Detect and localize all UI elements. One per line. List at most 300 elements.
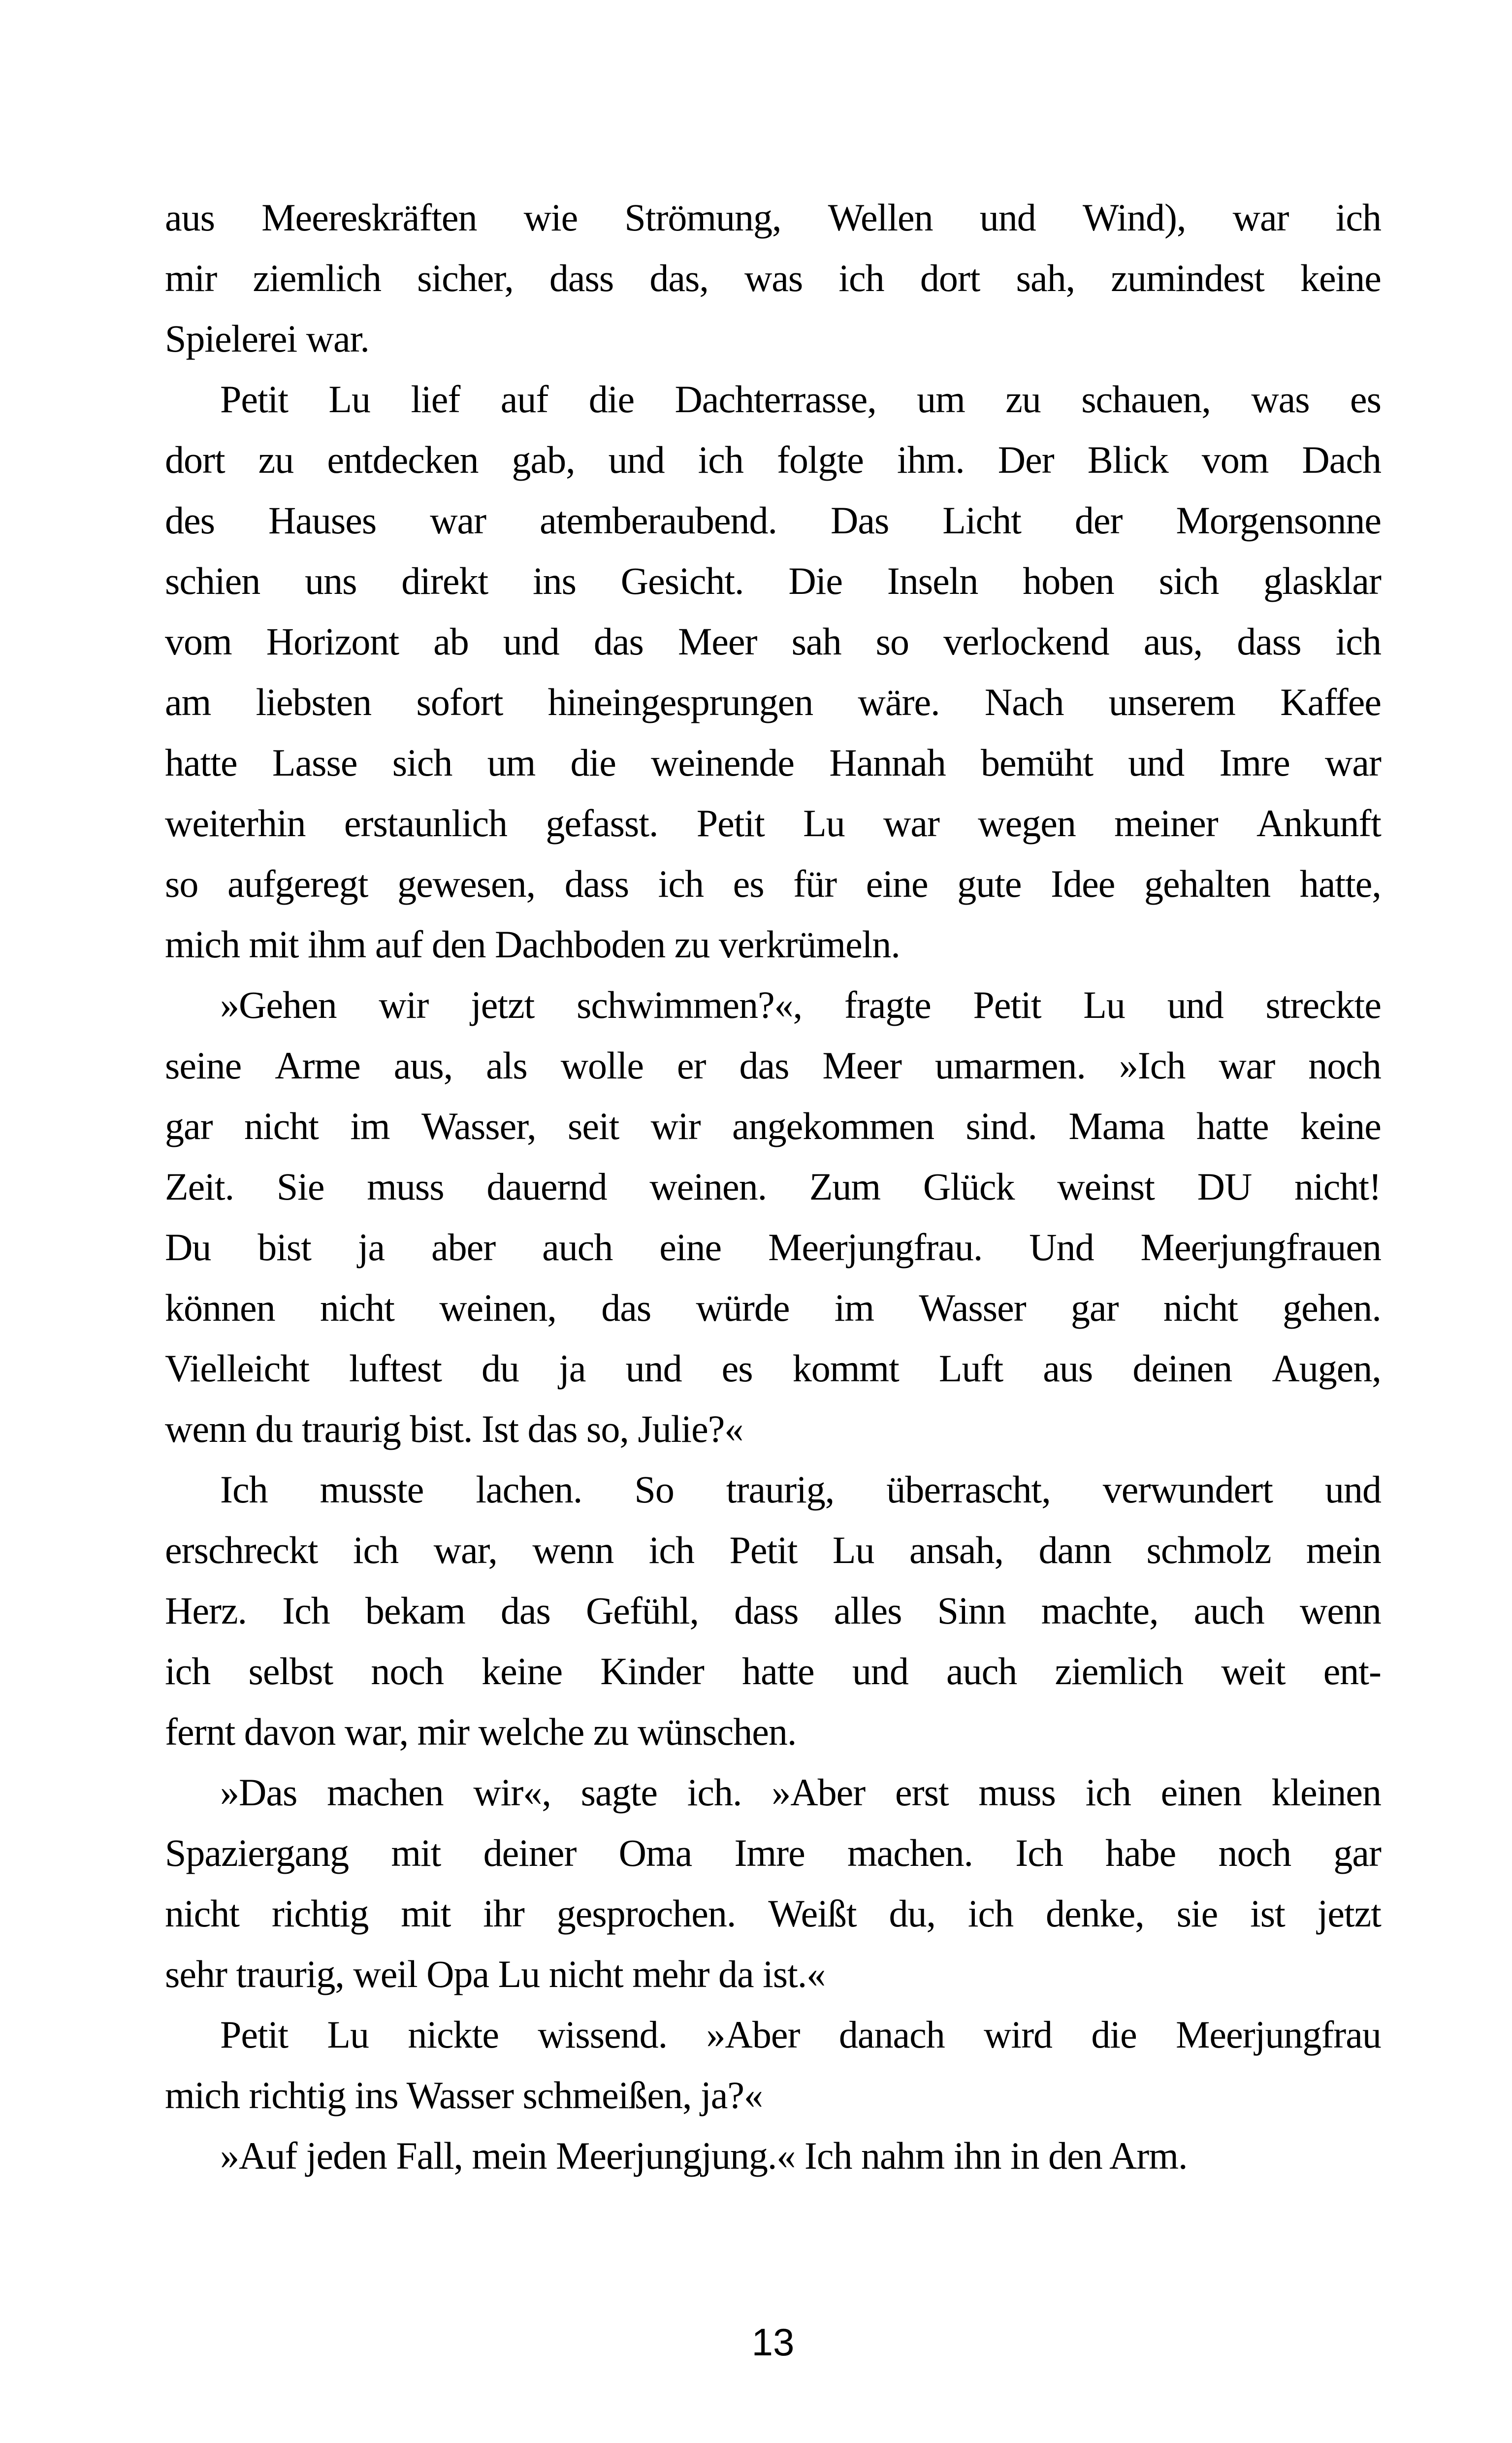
word: muss: [978, 1771, 1056, 1814]
word: ich: [1335, 620, 1381, 663]
word: Blick: [1087, 438, 1168, 481]
word: glasklar: [1263, 559, 1381, 602]
word: hatte: [1196, 1105, 1269, 1147]
word: umarmen.: [934, 1044, 1086, 1087]
word: Du: [165, 1226, 211, 1269]
word: gefasst.: [546, 802, 658, 845]
word: weinst: [1057, 1165, 1155, 1208]
word: dass: [734, 1589, 799, 1632]
text-line: [165, 1823, 1381, 1883]
text-line: [165, 1156, 1381, 1217]
word: das: [500, 1589, 550, 1632]
word: Petit: [729, 1529, 798, 1571]
text-line: [165, 1641, 1381, 1701]
word: dann: [1038, 1529, 1112, 1571]
word: ins: [532, 559, 576, 602]
word: wenn: [532, 1529, 614, 1571]
word: eine: [659, 1226, 722, 1269]
word: Kaffee: [1280, 681, 1381, 723]
word: ziemlich: [253, 257, 381, 299]
word: Lu: [832, 1529, 874, 1571]
word: ich.: [687, 1771, 742, 1814]
word: nicht: [165, 1892, 239, 1935]
text-line: [165, 1217, 1381, 1277]
word: du,: [889, 1892, 935, 1935]
word: dort: [165, 438, 225, 481]
word: Die: [788, 559, 842, 602]
word: auch: [1193, 1589, 1264, 1632]
word: Wind),: [1082, 196, 1186, 239]
text-line: [165, 429, 1381, 490]
word: verlockend: [943, 620, 1109, 663]
word: dass: [564, 862, 629, 905]
paragraph: [165, 2125, 1381, 2186]
word: wäre.: [858, 681, 940, 723]
word: zu: [258, 438, 294, 481]
word: Meer: [677, 620, 757, 663]
word: die: [588, 378, 635, 421]
word: wissend.: [538, 2013, 668, 2056]
word: Sie: [276, 1165, 324, 1208]
word: mit: [391, 1831, 441, 1874]
word: erstaunlich: [344, 802, 508, 845]
text-line: [165, 1035, 1381, 1096]
word: Zum: [809, 1165, 881, 1208]
word: Petit: [220, 2013, 289, 2056]
word: noch: [1218, 1831, 1291, 1874]
paragraph: [165, 2004, 1381, 2125]
word: gehen.: [1283, 1286, 1381, 1329]
word: Strömung,: [624, 196, 781, 239]
word: Ankunft: [1256, 802, 1381, 845]
word: so: [165, 862, 198, 905]
word: weinen.: [649, 1165, 767, 1208]
word: und: [503, 620, 559, 663]
text-line: [165, 551, 1381, 611]
word: deiner: [483, 1831, 577, 1874]
word: keine: [482, 1650, 563, 1693]
word: selbst: [248, 1650, 333, 1693]
word: und: [625, 1347, 682, 1390]
word: vom: [165, 620, 232, 663]
word: Arme: [275, 1044, 360, 1087]
word: »Das: [220, 1771, 297, 1814]
word: und: [608, 438, 665, 481]
word: deinen: [1132, 1347, 1232, 1390]
text-line: mich mit ihm auf den Dachboden zu verkrümeln.: [165, 923, 900, 966]
text-line: [165, 490, 1381, 551]
text-line: [165, 1459, 1381, 1520]
word: war: [1325, 741, 1381, 784]
word: das,: [649, 257, 708, 299]
text-line: [165, 187, 1381, 248]
word: wolle: [560, 1044, 643, 1087]
page-text-block: [165, 187, 1381, 2186]
word: schien: [165, 559, 260, 602]
word: es: [721, 1347, 753, 1390]
word: Lu: [803, 802, 845, 845]
word: hoben: [1023, 559, 1114, 602]
word: ich: [1085, 1771, 1131, 1814]
word: ich: [165, 1650, 211, 1693]
word: Inseln: [887, 559, 978, 602]
word: Meerjungfrauen: [1140, 1226, 1381, 1269]
word: denke,: [1045, 1892, 1144, 1935]
word: Lasse: [272, 741, 357, 784]
word: Herz.: [165, 1589, 247, 1632]
paragraph: [165, 1762, 1381, 2004]
word: mit: [401, 1892, 451, 1935]
word: weiterhin: [165, 802, 306, 845]
word: sah,: [1016, 257, 1075, 299]
word: weit: [1221, 1650, 1286, 1693]
word: Gefühl,: [585, 1589, 699, 1632]
word: Petit: [220, 378, 289, 421]
text-line: [165, 1096, 1381, 1156]
word: noch: [1308, 1044, 1381, 1087]
text-line: [165, 611, 1381, 672]
word: am: [165, 681, 211, 723]
text-line: [165, 1520, 1381, 1580]
word: wegen: [978, 802, 1076, 845]
word: ich: [1335, 196, 1381, 239]
word: sie: [1176, 1892, 1218, 1935]
word: Horizont: [266, 620, 399, 663]
text-line: [165, 248, 1381, 308]
paragraph: [165, 975, 1381, 1459]
word: richtig: [271, 1892, 369, 1935]
word: »Aber: [772, 1771, 866, 1814]
word: ist: [1250, 1892, 1285, 1935]
word: Wasser: [919, 1286, 1026, 1329]
word: Ich: [282, 1589, 330, 1632]
word: Das: [831, 499, 889, 542]
word: Der: [997, 438, 1054, 481]
text-line: [165, 2004, 1381, 2065]
word: das: [601, 1286, 651, 1329]
word: Lu: [327, 2013, 369, 2056]
word: Idee: [1051, 862, 1115, 905]
word: seine: [165, 1044, 242, 1087]
word: kleinen: [1271, 1771, 1381, 1814]
word: meiner: [1114, 802, 1218, 845]
word: ihm.: [897, 438, 965, 481]
word: direkt: [401, 559, 488, 602]
word: und: [979, 196, 1036, 239]
word: ich: [698, 438, 743, 481]
word: das: [593, 620, 643, 663]
word: und: [1325, 1468, 1381, 1511]
word: jetzt: [471, 983, 535, 1026]
word: nicht: [244, 1105, 319, 1147]
word: war,: [433, 1529, 497, 1571]
word: weinen,: [439, 1286, 556, 1329]
word: Weißt: [768, 1892, 857, 1935]
word: war: [430, 499, 486, 542]
page-number: 13: [751, 2320, 795, 2364]
word: angekommen: [732, 1105, 934, 1147]
word: bist: [257, 1226, 311, 1269]
word: auch: [946, 1650, 1017, 1693]
word: die: [1091, 2013, 1137, 2056]
word: um: [917, 378, 965, 421]
word: im: [350, 1105, 390, 1147]
text-line: wenn du traurig bist. Ist das so, Julie?«: [165, 1407, 743, 1450]
word: aus,: [1143, 620, 1203, 663]
word: war: [1232, 196, 1289, 239]
word: schauen,: [1081, 378, 1211, 421]
word: Imre: [734, 1831, 805, 1874]
word: nicht: [1163, 1286, 1238, 1329]
word: bemüht: [981, 741, 1093, 784]
word: Meereskräften: [261, 196, 477, 239]
word: nickte: [408, 2013, 499, 2056]
word: gehalten: [1144, 862, 1271, 905]
word: traurig,: [726, 1468, 835, 1511]
word: sind.: [965, 1105, 1037, 1147]
word: schmolz: [1146, 1529, 1271, 1571]
word: Dach: [1302, 438, 1381, 481]
word: Imre: [1219, 741, 1290, 784]
word: das: [739, 1044, 789, 1087]
word: Meerjungfrau: [1176, 2013, 1381, 2056]
word: als: [486, 1044, 527, 1087]
word: ich: [967, 1892, 1014, 1935]
word: musste: [320, 1468, 424, 1511]
text-line: mich richtig ins Wasser schmeißen, ja?«: [165, 2074, 763, 2117]
word: Wasser,: [421, 1105, 536, 1147]
text-line: sehr traurig, weil Opa Lu nicht mehr da ist.«: [165, 1953, 826, 1995]
word: ich: [838, 257, 884, 299]
word: machen.: [847, 1831, 973, 1874]
word: Luft: [938, 1347, 1003, 1390]
word: war: [1219, 1044, 1275, 1087]
word: »Ich: [1119, 1044, 1186, 1087]
word: noch: [371, 1650, 444, 1693]
word: im: [834, 1286, 874, 1329]
word: Vielleicht: [165, 1347, 309, 1390]
word: Mama: [1068, 1105, 1165, 1147]
text-line: [165, 1580, 1381, 1641]
word: Sinn: [937, 1589, 1006, 1632]
word: er: [676, 1044, 706, 1087]
text-line: [165, 1277, 1381, 1338]
word: keine: [1300, 257, 1381, 299]
word: Meerjungfrau.: [768, 1226, 983, 1269]
word: erschreckt: [165, 1529, 318, 1571]
word: kommt: [792, 1347, 899, 1390]
word: machte,: [1041, 1589, 1158, 1632]
paragraph: [165, 1459, 1381, 1762]
text-line: »Auf jeden Fall, mein Meerjungjung.« Ich nahm ihn in den Arm.: [220, 2134, 1188, 2177]
word: streckte: [1265, 983, 1381, 1026]
word: Wellen: [828, 196, 933, 239]
word: verwundert: [1102, 1468, 1273, 1511]
word: gar: [1071, 1286, 1119, 1329]
text-line: [165, 1762, 1381, 1823]
word: keine: [1300, 1105, 1381, 1147]
word: alles: [834, 1589, 902, 1632]
text-line: fernt davon war, mir welche zu wünschen.: [165, 1710, 797, 1753]
word: aus,: [393, 1044, 453, 1087]
text-line: Spielerei war.: [165, 317, 369, 360]
word: aus: [1043, 1347, 1093, 1390]
word: Gesicht.: [620, 559, 744, 602]
word: gar: [1333, 1831, 1381, 1874]
word: sich: [392, 741, 452, 784]
word: die: [570, 741, 616, 784]
word: DU: [1197, 1165, 1252, 1208]
word: der: [1074, 499, 1123, 542]
word: Ich: [220, 1468, 268, 1511]
word: dauernd: [486, 1165, 607, 1208]
word: und: [852, 1650, 908, 1693]
word: sich: [1158, 559, 1219, 602]
word: So: [634, 1468, 674, 1511]
word: so: [875, 620, 909, 663]
word: sagte: [580, 1771, 657, 1814]
word: »Gehen: [220, 983, 337, 1026]
word: dass: [1237, 620, 1301, 663]
word: Zeit.: [165, 1165, 234, 1208]
word: nicht: [320, 1286, 394, 1329]
word: und: [1128, 741, 1185, 784]
word: ab: [433, 620, 469, 663]
word: sah: [791, 620, 841, 663]
word: einen: [1160, 1771, 1242, 1814]
word: »Aber: [706, 2013, 800, 2056]
word: und: [1167, 983, 1223, 1026]
word: Spaziergang: [165, 1831, 349, 1874]
word: um: [487, 741, 536, 784]
word: aus: [165, 196, 215, 239]
word: ich: [353, 1529, 399, 1571]
word: habe: [1105, 1831, 1176, 1874]
word: Und: [1029, 1226, 1094, 1269]
word: vom: [1201, 438, 1269, 481]
word: ansah,: [909, 1529, 1004, 1571]
word: sicher,: [417, 257, 514, 299]
word: überrascht,: [886, 1468, 1051, 1511]
word: zu: [1005, 378, 1041, 421]
word: dort: [920, 257, 980, 299]
word: folgte: [776, 438, 864, 481]
word: bekam: [365, 1589, 465, 1632]
word: Lu: [1083, 983, 1125, 1026]
text-line: [165, 672, 1381, 732]
word: luftest: [349, 1347, 442, 1390]
word: was: [1251, 378, 1310, 421]
word: Lu: [328, 378, 371, 421]
word: was: [744, 257, 803, 299]
text-line: [165, 853, 1381, 914]
word: Nach: [984, 681, 1064, 723]
word: atemberaubend.: [540, 499, 777, 542]
word: hatte: [742, 1650, 814, 1693]
text-line: [165, 732, 1381, 793]
word: jetzt: [1317, 1892, 1381, 1935]
word: du: [482, 1347, 519, 1390]
word: Glück: [923, 1165, 1015, 1208]
word: aufgeregt: [227, 862, 368, 905]
word: auch: [542, 1226, 613, 1269]
word: gesprochen.: [556, 1892, 736, 1935]
word: schwimmen?«,: [577, 983, 803, 1026]
word: machen: [327, 1771, 444, 1814]
word: mein: [1306, 1529, 1381, 1571]
word: dass: [549, 257, 614, 299]
word: erst: [895, 1771, 949, 1814]
word: wir: [650, 1105, 701, 1147]
word: lachen.: [476, 1468, 582, 1511]
word: seit: [567, 1105, 619, 1147]
word: ent-: [1323, 1650, 1381, 1693]
word: Oma: [618, 1831, 692, 1874]
text-line: [165, 793, 1381, 853]
word: Petit: [696, 802, 765, 845]
word: unserem: [1108, 681, 1235, 723]
word: entdecken: [327, 438, 479, 481]
word: Dachterrasse,: [675, 378, 876, 421]
word: für: [793, 862, 837, 905]
word: Morgensonne: [1176, 499, 1381, 542]
word: ich: [658, 862, 704, 905]
word: danach: [838, 2013, 945, 2056]
word: können: [165, 1286, 275, 1329]
word: Hannah: [829, 741, 946, 784]
word: ich: [648, 1529, 695, 1571]
word: uns: [305, 559, 357, 602]
word: es: [733, 862, 764, 905]
word: aber: [431, 1226, 496, 1269]
word: liebsten: [256, 681, 372, 723]
word: ja: [357, 1226, 385, 1269]
word: gar: [165, 1105, 213, 1147]
word: es: [1350, 378, 1381, 421]
word: ja: [559, 1347, 586, 1390]
word: zumindest: [1111, 257, 1264, 299]
word: sofort: [416, 681, 503, 723]
paragraph: [165, 369, 1381, 975]
text-line: [165, 975, 1381, 1035]
word: Augen,: [1272, 1347, 1381, 1390]
word: Petit: [973, 983, 1041, 1026]
word: Ich: [1015, 1831, 1063, 1874]
word: wird: [984, 2013, 1053, 2056]
word: gewesen,: [397, 862, 536, 905]
word: hatte,: [1299, 862, 1381, 905]
word: wir«,: [473, 1771, 551, 1814]
word: wenn: [1299, 1589, 1381, 1632]
word: auf: [500, 378, 548, 421]
text-line: [165, 369, 1381, 429]
paragraph: [165, 187, 1381, 369]
word: wir: [379, 983, 429, 1026]
word: Licht: [942, 499, 1021, 542]
text-line: [165, 1338, 1381, 1399]
word: würde: [696, 1286, 790, 1329]
word: gute: [957, 862, 1022, 905]
word: hineingesprungen: [547, 681, 813, 723]
word: Kinder: [600, 1650, 704, 1693]
word: gab,: [512, 438, 575, 481]
word: lief: [411, 378, 460, 421]
word: des: [165, 499, 215, 542]
word: muss: [367, 1165, 444, 1208]
text-line: [165, 1883, 1381, 1944]
word: eine: [866, 862, 928, 905]
word: weinende: [651, 741, 794, 784]
